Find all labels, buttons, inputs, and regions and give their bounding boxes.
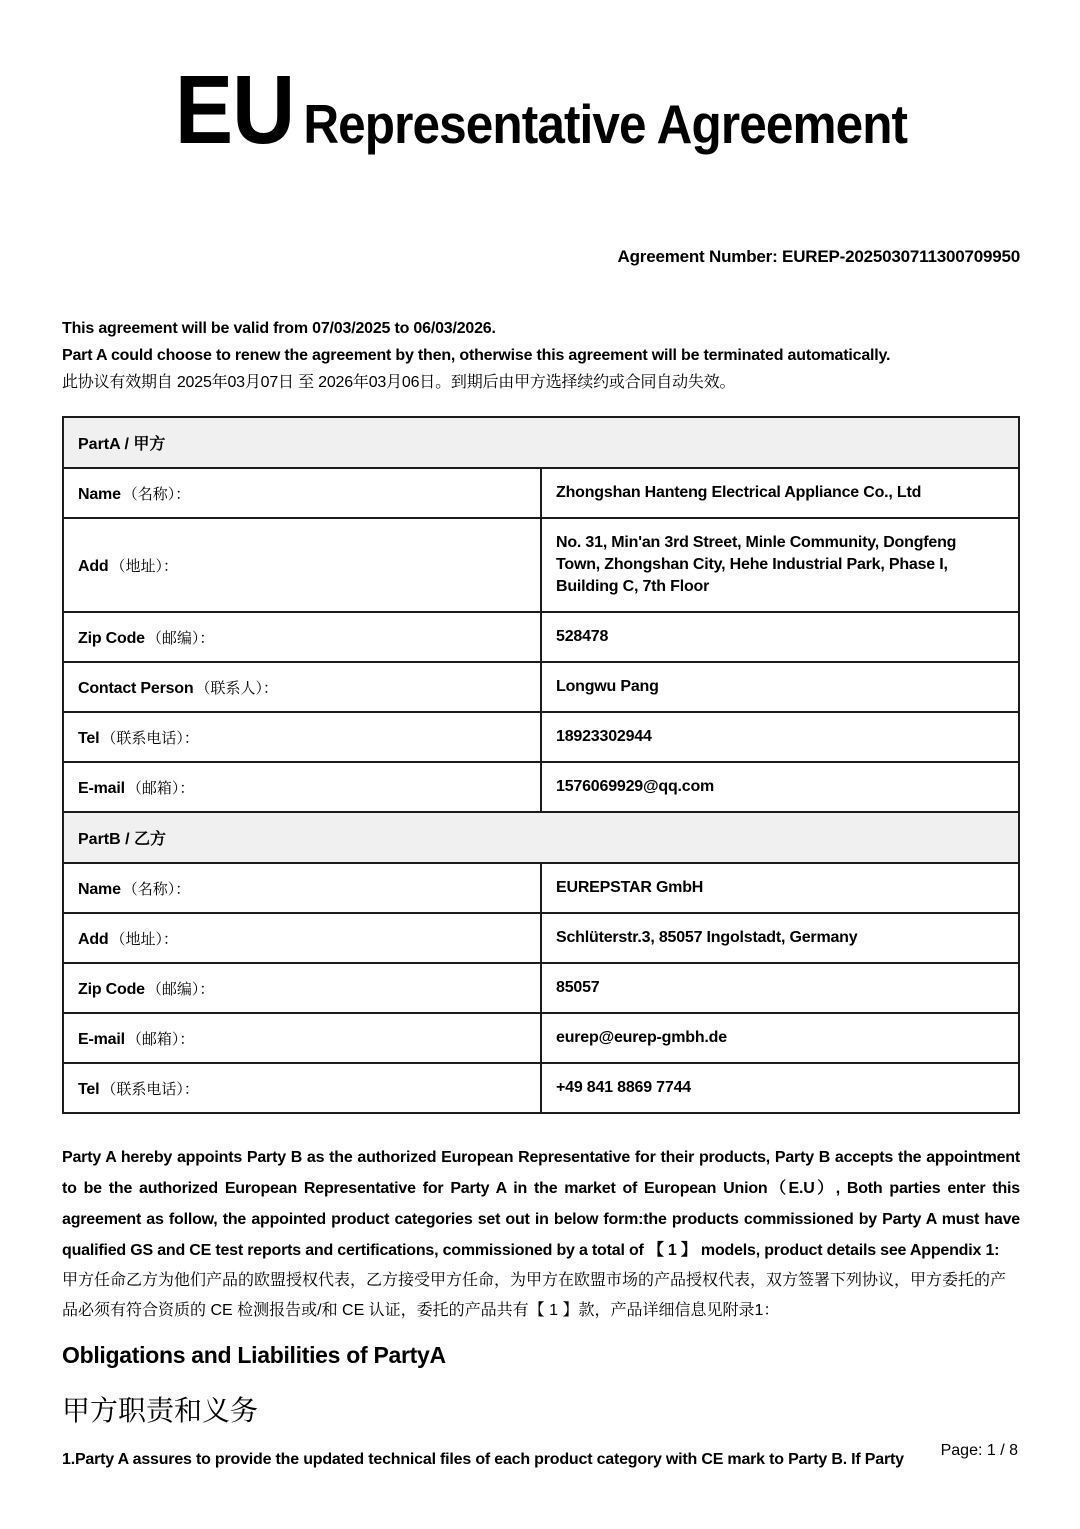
row-label-zh: （联系人）： xyxy=(195,679,278,697)
table-row-partb-zipcode xyxy=(63,963,1019,1013)
appointment-text-zh: 甲方任命乙方为他们产品的欧盟授权代表，乙方接受甲方任命，为甲方在欧盟市场的产品授权代表，双方签署下列协议，甲方委托的产品必须有符合资质的 CE 检测报告或/和 CE 认证，委托的产品共有【 1 】款，产品详细信息见附录1： xyxy=(62,1272,1007,1319)
row-label-zh: （联系电话）： xyxy=(101,1080,199,1098)
row-label-en: Name xyxy=(78,485,121,503)
row-label xyxy=(63,863,541,913)
validity-line-zh: 此协议有效期自 2025年03月07日 至 2026年03月06日。到期后由甲方选择续约或合同自动失效。 xyxy=(62,374,736,391)
page-title xyxy=(110,55,972,189)
row-value: No. 31, Min'an 3rd Street, Minle Community, Dongfeng Town, Zhongshan City, Hehe Industrial Park, Phase I, Building C, 7th Floor xyxy=(541,518,1019,612)
row-label-en: E-mail xyxy=(78,779,125,797)
row-label xyxy=(63,712,541,762)
validity-paragraph xyxy=(62,315,1020,396)
obligations-heading-zh: 甲方职责和义务 xyxy=(62,1395,259,1426)
row-label-en: Add xyxy=(78,557,109,575)
row-label-zh: （名称）： xyxy=(122,880,191,898)
row-value: 85057 xyxy=(541,963,1019,1013)
validity-line-1: This agreement will be valid from 07/03/2025 to 06/03/2026. xyxy=(62,320,496,337)
row-value: 528478 xyxy=(541,612,1019,662)
row-label-en: Contact Person xyxy=(78,679,194,697)
table-row-partb-add xyxy=(63,913,1019,963)
appointment-paragraph xyxy=(62,1142,1020,1326)
row-label-en: Tel xyxy=(78,729,100,747)
row-label xyxy=(63,662,541,712)
row-label xyxy=(63,468,541,518)
table-row-partb-tel xyxy=(63,1063,1019,1113)
table-row-parta-add xyxy=(63,518,1019,612)
row-value: Zhongshan Hanteng Electrical Appliance Co., Ltd xyxy=(541,468,1019,518)
row-label xyxy=(63,518,541,612)
row-value: 18923302944 xyxy=(541,712,1019,762)
row-label-zh: （邮箱）： xyxy=(126,1030,195,1048)
row-label xyxy=(63,1013,541,1063)
table-row-partb-email xyxy=(63,1013,1019,1063)
obligations-heading-en: Obligations and Liabilities of PartyA xyxy=(62,1342,446,1368)
obligation-item-1: 1.Party A assures to provide the updated technical files of each product category with CE mark to Party B. If Party xyxy=(62,1451,904,1468)
row-value: Schlüterstr.3, 85057 Ingolstadt, Germany xyxy=(541,913,1019,963)
row-label-zh: （邮箱）： xyxy=(126,779,195,797)
row-label xyxy=(63,762,541,812)
row-value: Longwu Pang xyxy=(541,662,1019,712)
table-row-partb-name xyxy=(63,863,1019,913)
table-row-parta-tel xyxy=(63,712,1019,762)
row-label xyxy=(63,963,541,1013)
row-label-en: Tel xyxy=(78,1080,100,1098)
row-label-en: Zip Code xyxy=(78,980,145,998)
row-label-en: Name xyxy=(78,880,121,898)
section-header-label: PartB / 乙方 xyxy=(63,812,1019,863)
section-header-label: PartA / 甲方 xyxy=(63,417,1019,468)
row-label xyxy=(63,1063,541,1113)
row-label-en: Zip Code xyxy=(78,629,145,647)
row-label-en: E-mail xyxy=(78,1030,125,1048)
appointment-text-en: Party A hereby appoints Party B as the authorized European Representative for their products, Party B accepts the appointment to be the authorized European Representative for Party A in the market of European Union（E.U）, Both parties enter this agreement as follow, the appointed product categories set out in below form:the products commissioned by Party A must have qualified GS and CE test reports and certifications, commissioned by a total of 【 1 】 models, product details see Appendix 1: xyxy=(62,1149,1020,1259)
row-value: eurep@eurep-gmbh.de xyxy=(541,1013,1019,1063)
row-value: +49 841 8869 7744 xyxy=(541,1063,1019,1113)
table-section-header-parta xyxy=(63,417,1019,468)
validity-line-2: Part A could choose to renew the agreement by then, otherwise this agreement will be terminated automatically. xyxy=(62,347,891,364)
title-rest: Representative Agreement xyxy=(303,93,908,155)
table-section-header-partb xyxy=(63,812,1019,863)
row-label-en: Add xyxy=(78,930,109,948)
row-label xyxy=(63,913,541,963)
row-label-zh: （地址）： xyxy=(110,930,179,948)
table-row-parta-zipcode xyxy=(63,612,1019,662)
row-label-zh: （名称）： xyxy=(122,485,191,503)
table-row-parta-name xyxy=(63,468,1019,518)
row-value: 1576069929@qq.com xyxy=(541,762,1019,812)
table-row-parta-contact-person xyxy=(63,662,1019,712)
row-value: EUREPSTAR GmbH xyxy=(541,863,1019,913)
row-label-zh: （邮编）： xyxy=(146,980,215,998)
agreement-number: Agreement Number: EUREP-2025030711300709950 xyxy=(617,247,1020,266)
row-label xyxy=(63,612,541,662)
page-number: Page: 1 / 8 xyxy=(940,1442,1018,1459)
table-row-parta-email xyxy=(63,762,1019,812)
row-label-zh: （地址）： xyxy=(110,557,179,575)
row-label-zh: （联系电话）： xyxy=(101,729,199,747)
title-eu: EU xyxy=(174,55,295,164)
party-info-table xyxy=(62,416,1020,1114)
row-label-zh: （邮编）： xyxy=(146,629,215,647)
